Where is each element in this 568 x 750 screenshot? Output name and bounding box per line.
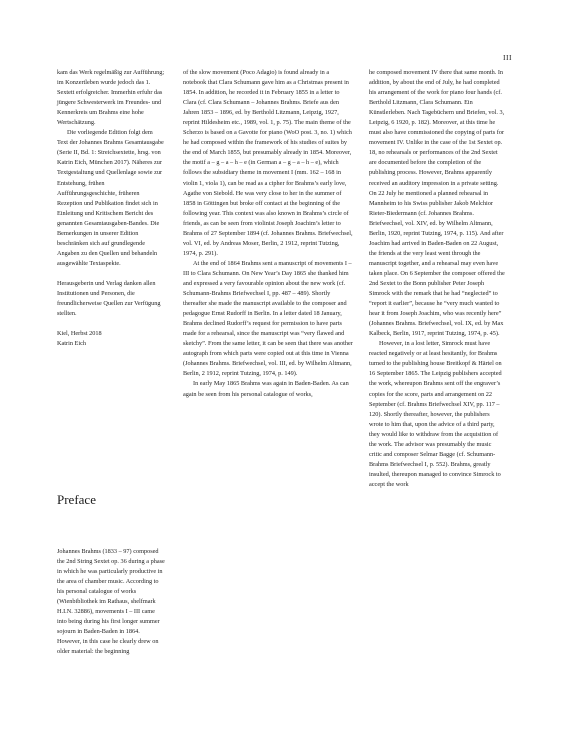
preface-paragraph-intro: Johannes Brahms (1833 – 97) composed the 2nd String Sextet op. 36 during a phase in which he was particularly productive in the area of chamber music. According to his personal catalogue of works (Wienbibliothek im Rathaus, shelfmark H.I.N. 32886), movements I – III came into being during his first longer summer sojourn in Baden-Baden in 1864. However, in this case he clearly drew on older material: the beginning [57, 548, 165, 656]
preface-column-right [369, 68, 505, 490]
afterword-paragraph-reception: kam das Werk regelmäßig zur Aufführung; im Konzertleben wurde jedoch das 1. Sextett erfolgreicher. Immerhin erfuhr das jüngere Schwesterwerk im Freundes- und Kennerkreis um Brahms eine hohe Wertschätzung. [57, 69, 165, 127]
preface-column-left [57, 547, 165, 658]
preface-paragraph-movement-four: he composed movement IV there that same month. In addition, by about the end of July, he had completed his arrangement of the work for piano four hands (cf. Berthold Litzmann, Clara Schumann. Ein Künstlerleben. Nach Tagebüchern und Briefen, vol. 3, Leipzig, 6 1920, p. 182). Moreover, at this time he must also have commissioned the copying of parts for movement IV. Unlike in the case of the 1st Sextet op. 18, no rehearsals or performances of the 2nd Sextet are documented before the completion of the publishing process. However, Brahms apparently received an auditory impression in a private setting. On 22 July he mentioned a planned rehearsal in Mannheim to his Swiss publisher Jakob Melchior Rieter-Biedermann (cf. Johannes Brahms. Briefwechsel, vol. XIV, ed. by Wilhelm Altmann, Berlin, 1920, reprint Tutzing, 1974, p. 115). And after Joachim had arrived in Baden-Baden on 22 August, the friends at the very least went through the manuscript together, and a rehearsal may even have taken place. On 6 September the composer offered the 2nd Sextet to the Bonn publisher Peter Joseph Simrock with the remark that he had “neglected” to “report it earlier”, because he “very much wanted to hear it from Joseph Joachim, who was recently here” (Johannes Brahms. Briefwechsel, vol. IX, ed. by Max Kalbeck, Berlin, 1917, reprint Tutzing, 1974, p. 45). [369, 69, 505, 338]
afterword-editor-name: Katrin Eich [57, 340, 86, 348]
preface-column-middle [183, 68, 353, 400]
afterword-paragraph-thanks: Herausgeberin und Verlag danken allen Institutionen und Personen, die freundlicherweise Quellen zur Verfügung stellten. [57, 279, 161, 318]
preface-paragraph-manuscript: At the end of 1864 Brahms sent a manuscript of movements I – III to Clara Schumann. On New Year’s Day 1865 she thanked him and expressed a very favourable opinion about the new work (cf. Schumann-Brahms Briefwechsel I, pp. 487 – 489). Shortly thereafter she made the manuscript available to the composer and pedagogue Ernst Rudorff in Berlin. In a letter dated 18 January, Brahms declined Rudorff’s request for permission to have parts made for a rehearsal, since the manuscript was “very flawed and sketchy”. From the same letter, it can be seen that there was another autograph from which parts were copied out at this time in Vienna (Johannes Brahms. Briefwechsel, vol. III, ed. by Wilhelm Altmann, Berlin, 2 1912, reprint Tutzing, 1974, p. 149). [183, 259, 353, 378]
preface-heading: Preface [57, 492, 96, 507]
afterword-place-date: Kiel, Herbst 2018 [57, 330, 102, 338]
preface-paragraph-baden-baden: In early May 1865 Brahms was again in Baden-Baden. As can again be seen from his personal catalogue of works, [183, 380, 349, 398]
german-afterword-column [57, 68, 165, 349]
page-number: III [503, 53, 512, 62]
afterword-paragraph-edition: Die vorliegende Edition folgt dem Text der Johannes Brahms Gesamtausgabe (Serie II, Bd. 1: Streichsextette, hrsg. von Katrin Eich, München 2017). Näheres zur Textgestaltung und Quellenlage sowie zur Entstehung, frühen Aufführungsgeschichte, früheren Rezeption und Publikation findet sich in Einleitung und Kritischem Bericht des genannten Gesamtausgaben-Bandes. Die Bemerkungen in unserer Edition beschränken sich auf grundlegende Angaben zu den Quellen und behandeln ausgewählte Textaspekte. [57, 129, 164, 267]
preface-paragraph-publication: However, in a lost letter, Simrock must have reacted negatively or at least hesitantly, for Brahms turned to the publishing house Breitkopf & Härtel on 16 September 1865. The Leipzig publishers accepted the work, whereupon Brahms sent off the engraver’s copies for the score, parts and arrangement on 22 September (cf. Brahms Briefwechsel XIV, pp. 117 – 120). Shortly thereafter, however, the publishers wrote to him that, upon the advice of a third party, they would like to withdraw from the acquisition of the work. The advisor was presumably the music critic and composer Selmar Bagge (cf. Schumann-Brahms Briefwechsel I, p. 552). Brahms, greatly insulted, thereupon managed to convince Simrock to accept the work [369, 340, 502, 488]
preface-paragraph-origins: of the slow movement (Poco Adagio) is found already in a notebook that Clara Schumann gave him as a Christmas present in 1854. In addition, he recorded it in February 1855 in a letter to Clara (cf. Clara Schumann – Johannes Brahms. Briefe aus den Jahren 1853 – 1896, ed. by Berthold Litzmann, Leipzig, 1927, reprint Hildesheim etc., 1989, vol. 1, p. 75). The main theme of the Scherzo is based on a Gavotte for piano (WoO post. 3, no. 1) which he had composed within the framework of his studies of suites by the end of March 1855, but presumably already in 1854. Moreover, the motif a – g – a – h – e (in German a – g – a – h – e), which follows the subsidiary theme in movement I (mm. 162 – 168 in violin 1, viola 1), can be read as a cipher for Brahms’s early love, Agathe von Siebold. He was very close to her in the summer of 1858 in Göttingen but broke off contact at the beginning of the following year. This context was also known in Brahms’s circle of friends, as can be seen from violinist Joseph Joachim’s letter to Brahms of 27 September 1894 (cf. Johannes Brahms. Briefwechsel, vol. VI, ed. by Andreas Moser, Berlin, 2 1912, reprint Tutzing, 1974, p. 291). [183, 69, 353, 257]
